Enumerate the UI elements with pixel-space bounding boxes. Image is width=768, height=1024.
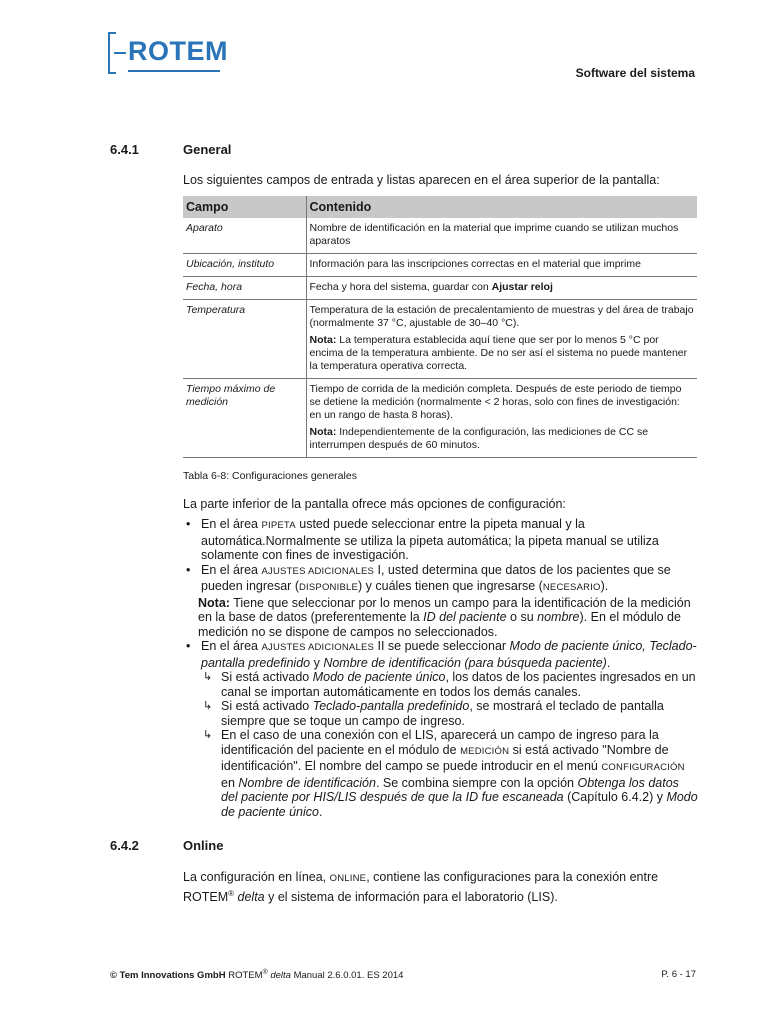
text: ). [600,579,609,593]
sub-list-item [201,699,698,728]
table-cell-field: Temperatura [183,300,306,379]
text: Si está activado [221,670,313,684]
italic-term: Teclado-pantalla predefinido [312,699,470,713]
text: La configuración en línea, [183,870,330,884]
ui-term: MEDICIÓN [460,745,510,757]
footer-italic: delta [267,970,291,982]
text: En el área [201,639,262,653]
table-row [183,277,697,300]
text: ) y cuáles tienen que ingresarse ( [358,579,543,593]
footer-registered-mark: ® [262,969,268,976]
note-label: Nota: [198,595,230,610]
ui-term: NECESARIO [542,582,601,593]
list-item [183,517,698,563]
text: Tiene que seleccionar por lo menos un campo para la identificación de la medición en la base de datos (preferentemente la [198,595,691,624]
logo-dash [114,52,126,54]
table-row [183,300,697,379]
table-row [183,218,697,254]
sub-list [201,670,698,819]
footer-brand: ROTEM [225,970,263,982]
text: En el caso de una conexión con el LIS, aparecerá un campo de ingreso para la identificación del paciente en el módulo de [221,728,659,757]
italic-term: Nombre de identificación [238,775,376,790]
ui-term: PIPETA [261,520,296,531]
italic-term: Nombre de identificación (para búsqueda paciente) [323,655,607,670]
section-title: Online [183,838,224,853]
ui-term: AJUSTES ADICIONALES [261,642,375,653]
italic-term: nombre [537,610,580,624]
note-text: La temperatura establecida aquí tiene que ser por lo menos 5 °C por encima de la temperatura ambiente. De no ser así el sistema no puede mantener la temperatura operativa correcta. [309,334,688,372]
cell-bold-text: Ajustar reloj [491,281,553,293]
table-row [183,254,697,277]
ui-term: AJUSTES ADICIONALES [261,565,375,577]
result-arrow-icon: ↳ [203,700,213,712]
section-number: 6.4.2 [110,838,139,853]
logo-underline [128,70,220,72]
table-header-row [183,196,697,218]
table-cell-content: Nombre de identificación en la material que imprime cuando se utilizan muchos aparatos [306,218,697,254]
text: I, usted determina que datos de los pacientes que se pueden ingresar ( [201,562,671,593]
cell-text: Fecha y hora del sistema, guardar con [309,281,492,293]
sub-list-item [201,670,698,699]
note-text: Independientemente de la configuración, las mediciones de CC se interrumpen después de 60 minutos. [309,426,649,451]
text: . Se combina siempre con la opción [375,775,578,790]
logo-text: ROTEM [128,36,228,66]
footer-copyright [110,969,403,981]
text: en [221,775,239,790]
section-title: General [183,142,232,157]
note-label: Nota: [309,334,337,346]
section-header: Software del sistema [575,66,695,80]
table-cell-field: Ubicación, instituto [183,254,306,277]
text: En el área [201,562,262,577]
cell-paragraph: Tiempo de corrida de la medición completa. Después de este periodo de tiempo se detiene la medición (normalmente < 2 horas, solo con fines de investigación: en un rango de hasta 8 horas). [309,383,682,421]
text: En el área [201,517,262,531]
italic-term: Modo de paciente único, Teclado-pantalla predefinido [201,639,697,670]
text: , los datos de los pacientes ingresados en un canal se importan automáticamente en todos los demás canales. [221,670,696,699]
cell-note [310,334,695,373]
text: usted puede seleccionar entre la pipeta manual y la automática.Normalmente se utiliza la pipeta automática; la pipeta manual se utiliza solamente con fines de investigación. [201,517,659,562]
text: II se puede seleccionar [374,639,510,653]
text: , se mostrará el teclado de pantalla siempre que se toque un campo de ingreso. [221,699,664,728]
result-arrow-icon: ↳ [203,729,213,741]
text: (Capítulo 6.4.2) y [563,790,667,804]
table-caption: Tabla 6-8: Configuraciones generales [183,470,357,482]
note-label: Nota: [309,426,337,438]
section-number: 6.4.1 [110,142,139,157]
italic-term: delta [234,889,265,904]
sub-list-item [201,728,698,819]
table-cell-content: Información para las inscripciones correctas en el material que imprime [306,254,697,277]
italic-term: Obtenga los datos del paciente por HIS/LIS después de que la ID fue escaneada [221,775,679,804]
text: Si está activado [221,699,313,713]
text: ). En el módulo de medición no se dispone de campos no seleccionados. [198,610,681,639]
italic-term: Modo de paciente único [221,790,698,819]
text: , contiene las configuraciones para la conexión entre ROTEM [183,870,659,904]
table-cell-content [306,379,697,458]
ui-term: CONFIGURACIÓN [601,762,685,773]
text: . [319,804,323,819]
table-cell-field: Aparato [183,218,306,254]
intro-paragraph: Los siguientes campos de entrada y listas aparecen en el área superior de la pantalla: [183,173,660,187]
table-header-field: Campo [183,196,306,218]
table-cell-field: Tiempo máximo de medición [183,379,306,458]
settings-table [183,196,697,458]
cell-paragraph: Temperatura de la estación de precalentamiento de muestras y del área de trabajo (normalmente 37 °C, ajustable de 30–40 °C). [309,304,694,329]
italic-term: Modo de paciente único [312,670,446,684]
footer-company: © Tem Innovations GmbH [110,970,226,982]
table-cell-field: Fecha, hora [183,277,306,300]
ui-term: ONLINE [329,873,367,884]
text: . [606,655,611,670]
text: y el sistema de información para el laboratorio (LIS). [264,889,558,904]
footer-manual: Manual 2.6.0.01. ES 2014 [290,970,404,982]
text: y [310,655,324,670]
table-cell-content [306,300,697,379]
cell-note [310,426,695,452]
list-item [183,563,698,596]
result-arrow-icon: ↳ [203,671,213,683]
text: o su [506,610,538,624]
table-row [183,379,697,458]
online-paragraph [183,870,703,904]
rotem-logo [108,30,228,76]
options-list [183,517,698,819]
table-cell-content [306,277,697,300]
ui-term: DISPONIBLE [298,582,359,593]
text: si está activado "Nombre de identificación". El nombre del campo se puede introducir en el menú [221,742,669,773]
note-paragraph [183,596,698,640]
page-number: P. 6 - 17 [661,969,696,980]
registered-mark: ® [228,888,235,898]
italic-term: ID del paciente [423,610,507,624]
list-item [183,639,698,819]
table-header-content: Contenido [306,196,697,218]
lower-intro: La parte inferior de la pantalla ofrece más opciones de configuración: [183,497,566,511]
